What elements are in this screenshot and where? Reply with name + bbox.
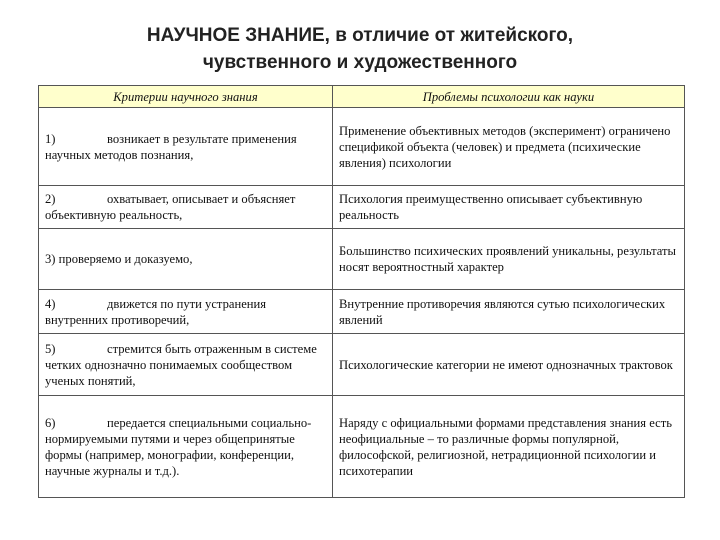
table-row [39,334,685,396]
problem-cell: Применение объективных методов (эксперимент) ограничено спецификой объекта (человек) и предмета (психические явления) психологии [333,108,685,186]
criteria-cell [39,186,333,229]
table-row [39,290,685,334]
title-line-2: чувственного и художественного [202,52,518,73]
row-number: 3) [45,252,56,266]
problem-cell: Наряду с официальными формами представления знания есть неофициальные – то различные формы популярной, философской, религиозной, нетрадиционной психологии и психотерапии [333,396,685,498]
row-number: 6) [45,415,56,430]
problem-cell: Психология преимущественно описывает субъективную реальность [333,186,685,229]
comparison-table [38,85,685,498]
row-number: 5) [45,341,56,356]
problem-cell: Психологические категории не имеют однозначных трактовок [333,334,685,396]
header-criteria: Критерии научного знания [39,86,333,108]
row-number: 1) [45,131,56,146]
criteria-text: движется по пути устранения внутренних противоречий, [45,296,267,327]
header-problems: Проблемы психологии как науки [333,86,685,108]
problem-cell: Большинство психических проявлений уникальны, результаты носят вероятностный характер [333,229,685,290]
criteria-text: возникает в результате применения научных методов познания, [45,131,297,162]
criteria-text: передается специальными социально-нормируемыми путями и через общепринятые формы (например, монографии, конференции, научные журналы и т.д.). [45,415,312,478]
criteria-text: проверяемо и доказуемо, [58,252,193,266]
table-row [39,396,685,498]
criteria-cell [39,396,333,498]
page-title [0,22,720,76]
criteria-cell [39,229,333,290]
title-line-1: НАУЧНОЕ ЗНАНИЕ, в отличие от житейского, [146,25,574,46]
criteria-text: стремится быть отраженным в системе четких однозначно понимаемых сообществом ученых понятий, [45,341,317,388]
table-row [39,229,685,290]
criteria-text: охватывает, описывает и объясняет объективную реальность, [45,192,296,222]
criteria-cell [39,334,333,396]
problem-cell: Внутренние противоречия являются сутью психологических явлений [333,290,685,334]
criteria-cell [39,290,333,334]
table-header-row [39,86,685,108]
table-row [39,186,685,229]
criteria-cell [39,108,333,186]
row-number: 2) [45,192,56,206]
table-row [39,108,685,186]
row-number: 4) [45,296,56,311]
